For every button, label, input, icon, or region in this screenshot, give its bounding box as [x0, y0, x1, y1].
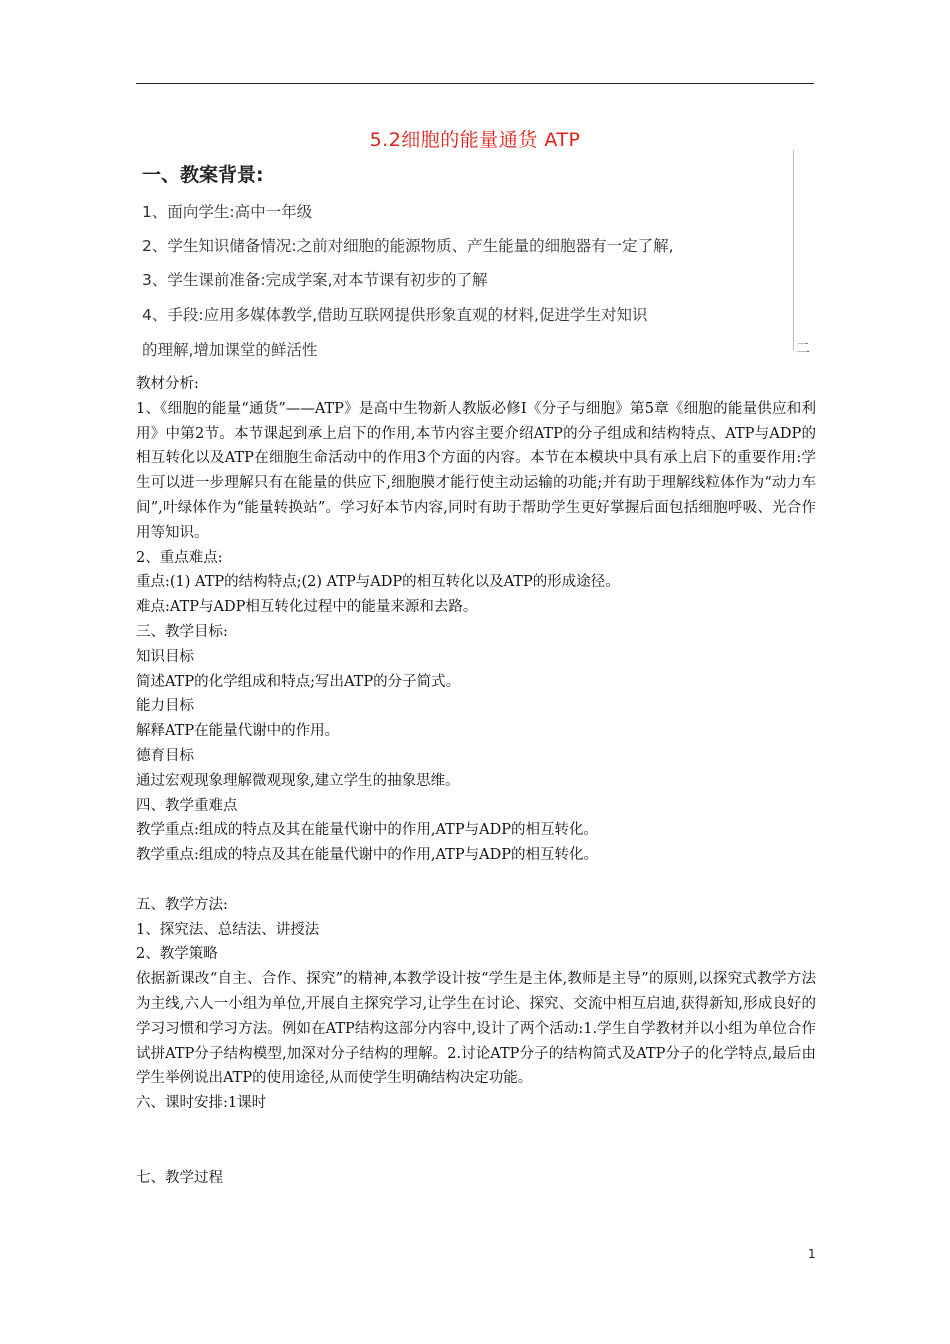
section-heading: 三、教学目标:	[136, 623, 228, 640]
section-heading: 教材分析:	[136, 376, 199, 392]
background-line-3: 3、学生课前准备:完成学案,对本节课有初步的了解	[142, 271, 488, 289]
subheading: 能力目标	[136, 698, 194, 715]
background-line-5: 的理解,增加课堂的鲜活性	[142, 341, 318, 359]
paragraph: 难点:ATP与ADP相互转化过程中的能量来源和去路。	[136, 599, 478, 616]
background-heading: 一、教案背景:	[142, 164, 264, 186]
page-number: 1	[808, 1247, 816, 1261]
section-heading: 七、教学过程	[136, 1169, 223, 1186]
background-image-block	[136, 150, 810, 365]
document-title: 5.2细胞的能量通货 ATP	[369, 129, 581, 151]
paragraph: 通过宏观现象理解微观现象,建立学生的抽象思维。	[136, 772, 460, 789]
paragraph: 教学重点:组成的特点及其在能量代谢中的作用,ATP与ADP的相互转化。	[136, 822, 598, 839]
section-heading: 五、教学方法:	[136, 896, 228, 913]
background-line-2: 2、学生知识储备情况:之前对细胞的能源物质、产生能量的细胞器有一定了解,	[142, 237, 674, 255]
paragraph: 依据新课改“自主、合作、探究”的精神,本教学设计按“学生是主体,教师是主导”的原则,以探究式教学方法为主线,六人一小组为单位,开展自主探究学习,让学生在讨论、探究、交流中相互启迪,获得新知,形成良好的学习习惯和学习方法。例如在ATP结构这部分内容中,设计了两个活动:1.学生自学教材并以小组为单位合作试拼ATP分子结构模型,加深对分子结构的理解。2.讨论ATP分子的结构简式及ATP分子的化学特点,最后由学生举例说出ATP的使用途径,从而使学生明确结构决定功能。	[136, 971, 816, 1087]
paragraph: 重点:(1) ATP的结构特点;(2) ATP与ADP的相互转化以及ATP的形成途径。	[136, 574, 620, 591]
image-edge-line	[793, 150, 794, 350]
section-heading: 四、教学重难点	[136, 797, 238, 814]
paragraph: 教学重点:组成的特点及其在能量代谢中的作用,ATP与ADP的相互转化。	[136, 847, 598, 864]
background-line-1: 1、面向学生:高中一年级	[142, 203, 313, 221]
subheading: 知识目标	[136, 648, 194, 665]
paragraph: 解释ATP在能量代谢中的作用。	[136, 723, 340, 740]
subheading: 2、教学策略	[136, 946, 218, 963]
section-heading: 2、重点难点:	[136, 549, 223, 566]
subheading: 德育目标	[136, 747, 194, 764]
section-heading: 六、课时安排:1课时	[136, 1095, 267, 1112]
header-rule	[136, 83, 814, 84]
paragraph: 1、探究法、总结法、讲授法	[136, 921, 320, 938]
background-line-4: 4、手段:应用多媒体教学,借助互联网提供形象直观的材料,促进学生对知识	[142, 306, 648, 324]
paragraph: 1、《细胞的能量“通货”——ATP》是高中生物新人教版必修Ⅰ《分子与细胞》第5章《细胞的能量供应和利用》中第2节。本节课起到承上启下的作用,本节内容主要介绍ATP的分子组成和结构特点、ATP与ADP的相互转化以及ATP在细胞生命活动中的作用3个方面的内容。本节在本模块中具有承上启下的重要作用:学生可以进一步理解只有在能量的供应下,细胞膜才能行使主动运输的功能;并有助于理解线粒体作为“动力车间”,叶绿体作为“能量转换站”。学习好本节内容,同时有助于帮助学生更好掌握后面包括细胞呼吸、光合作用等知识。	[136, 400, 816, 541]
paragraph: 简述ATP的化学组成和特点;写出ATP的分子简式。	[136, 673, 461, 690]
document-body	[136, 372, 816, 1190]
side-mark: 二	[796, 341, 810, 357]
